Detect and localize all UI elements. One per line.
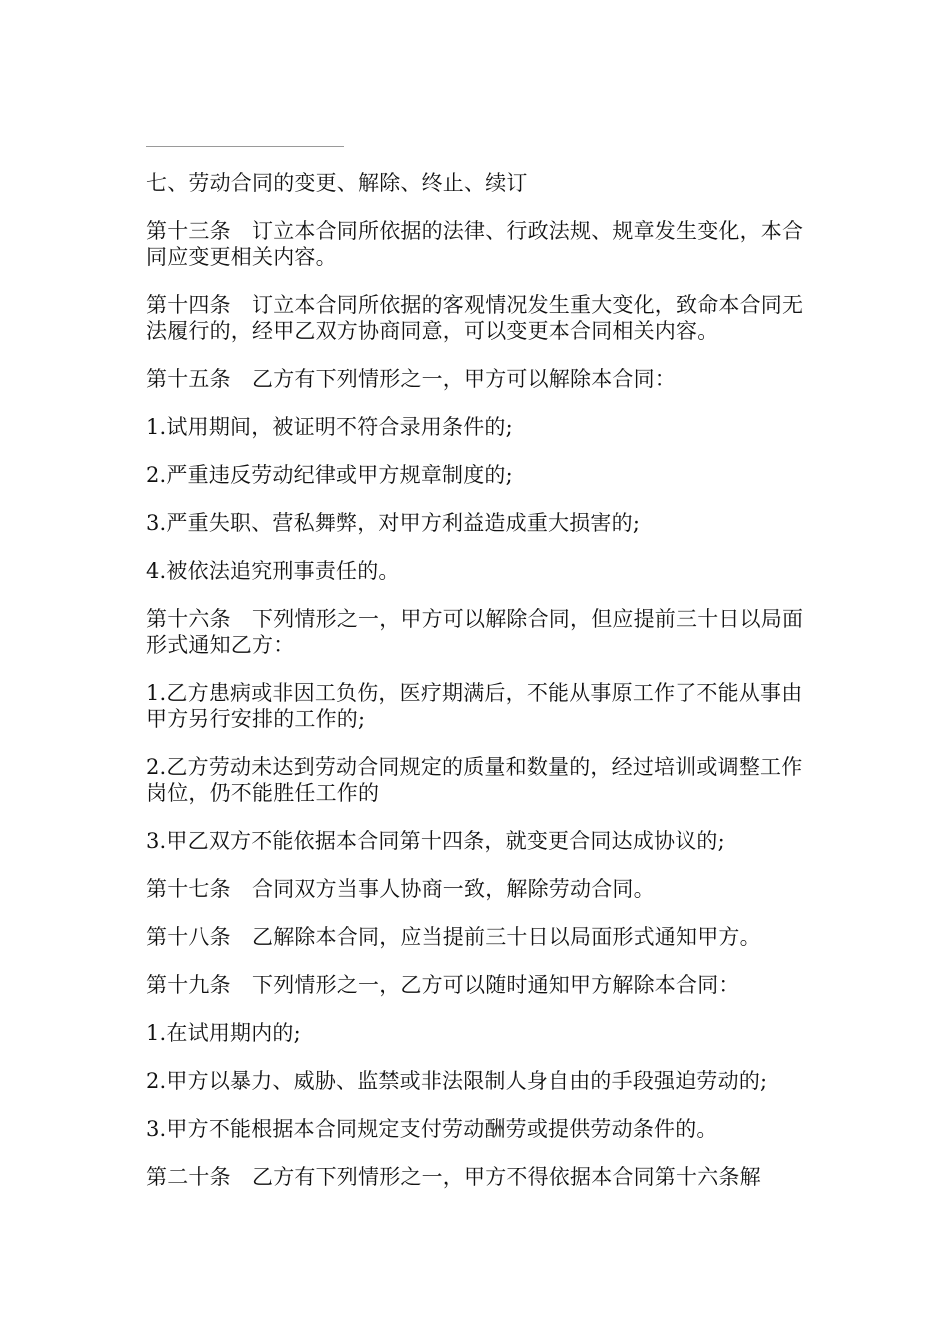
article-14: 第十四条 订立本合同所依据的客观情况发生重大变化，致命本合同无法履行的，经甲乙双方协商同意，可以变更本合同相关内容。 (146, 293, 804, 343)
article-16-item-2: 2.乙方劳动未达到劳动合同规定的质量和数量的，经过培训或调整工作岗位，仍不能胜任工作的 (146, 755, 803, 805)
article-15: 第十五条 乙方有下列情形之一，甲方可以解除本合同： (146, 367, 676, 391)
article-15-item-1: 1.试用期间，被证明不符合录用条件的; (146, 415, 513, 439)
article-20: 第二十条 乙方有下列情形之一，甲方不得依据本合同第十六条解 (146, 1165, 761, 1189)
header-divider (146, 146, 344, 147)
document-body (146, 170, 811, 1212)
article-19-item-3: 3.甲方不能根据本合同规定支付劳动酬劳或提供劳动条件的。 (146, 1117, 718, 1141)
article-16-item-3: 3.甲乙双方不能依据本合同第十四条，就变更合同达成协议的; (146, 829, 725, 853)
article-17: 第十七条 合同双方当事人协商一致，解除劳动合同。 (146, 877, 655, 901)
section-heading: 七、劳动合同的变更、解除、终止、续订 (146, 171, 528, 195)
article-15-item-2: 2.严重违反劳动纪律或甲方规章制度的; (146, 463, 513, 487)
article-16: 第十六条 下列情形之一，甲方可以解除合同，但应提前三十日以局面形式通知乙方： (146, 607, 804, 657)
article-19-item-1: 1.在试用期内的; (146, 1021, 301, 1045)
article-15-item-4: 4.被依法追究刑事责任的。 (146, 559, 400, 583)
article-15-item-3: 3.严重失职、营私舞弊，对甲方利益造成重大损害的; (146, 511, 641, 535)
article-13: 第十三条 订立本合同所依据的法律、行政法规、规章发生变化，本合同应变更相关内容。 (146, 219, 804, 269)
article-18: 第十八条 乙解除本合同，应当提前三十日以局面形式通知甲方。 (146, 925, 761, 949)
article-19: 第十九条 下列情形之一，乙方可以随时通知甲方解除本合同： (146, 973, 740, 997)
article-19-item-2: 2.甲方以暴力、威胁、监禁或非法限制人身自由的手段强迫劳动的; (146, 1069, 768, 1093)
article-16-item-1: 1.乙方患病或非因工负伤，医疗期满后，不能从事原工作了不能从事由甲方另行安排的工作的; (146, 681, 803, 731)
